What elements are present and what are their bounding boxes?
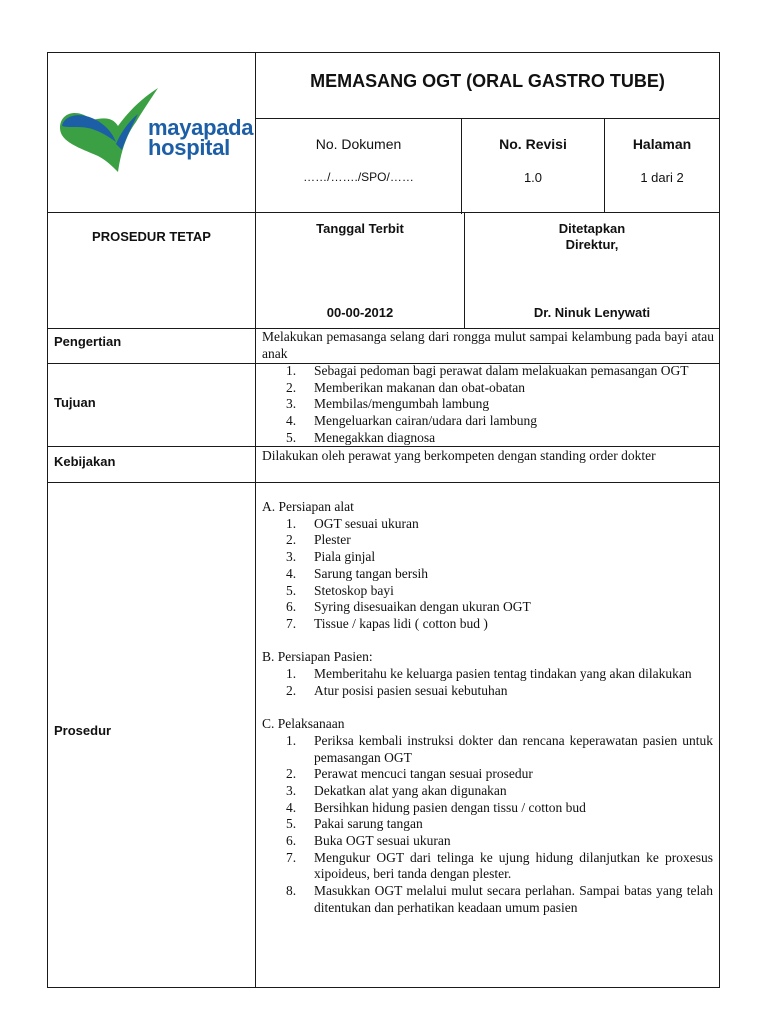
title-bottom-line <box>255 118 720 119</box>
halaman-label: Halaman <box>632 136 692 152</box>
list-item: 5. Pakai sarung tangan <box>286 816 423 832</box>
border-left <box>47 52 48 988</box>
no-revisi-value: 1.0 <box>523 170 543 185</box>
section-a-heading: A. Persiapan alat <box>262 499 354 514</box>
tanggal-terbit-value: 00-00-2012 <box>326 305 394 320</box>
section-c-heading: C. Pelaksanaan <box>262 716 345 732</box>
list-item: 3. Dekatkan alat yang akan digunakan <box>286 782 507 798</box>
no-dokumen-value: ……/……./SPO/…… <box>303 170 414 184</box>
list-item: 4. Bersihkan hidung pasien dengan tissu / cotton bud <box>286 799 586 815</box>
list-item: 5. Stetoskop bayi <box>286 582 394 598</box>
tanggal-terbit-label: Tanggal Terbit <box>316 221 404 236</box>
section-a-list <box>262 516 713 633</box>
list-item: 2. Plester <box>286 532 351 548</box>
list-item: 8. Masukkan OGT melalui mulut secara perlahan. Sampai batas yang telah ditentukan dan perhatikan keadaan umum pasien <box>286 883 713 915</box>
section-b-list <box>262 666 713 699</box>
list-item: 7. Tissue / kapas lidi ( cotton bud ) <box>286 615 488 631</box>
list-item: 7. Mengukur OGT dari telinga ke ujung hidung dilanjutkan ke proxesus xipoideus, beri tanda dengan plester. <box>286 849 713 882</box>
prosedur-content <box>262 499 713 917</box>
list-item: 1. Sebagai pedoman bagi perawat dalam melakuakan pemasangan OGT <box>286 363 689 378</box>
header-vline-2 <box>604 118 605 212</box>
list-item: 1. Periksa kembali instruksi dokter dan rencana keperawatan pasien untuk pemasangan OGT <box>286 732 713 765</box>
logo-text-line1: mayapada <box>148 115 254 140</box>
pengertian-text: Melakukan pemasanga selang dari rongga mulut sampai kelambung pada bayi atau anak <box>262 329 714 361</box>
list-item: 2. Atur posisi pasien sesuai kebutuhan <box>286 682 508 698</box>
no-dokumen-label: No. Dokumen <box>315 136 402 152</box>
border-bottom <box>47 987 720 988</box>
list-item: 6. Syring disesuaikan dengan ukuran OGT <box>286 599 531 615</box>
no-revisi-label: No. Revisi <box>499 136 567 152</box>
header-vline-1 <box>461 118 462 214</box>
kebijakan-label: Kebijakan <box>54 454 116 469</box>
halaman-value: 1 dari 2 <box>640 170 684 185</box>
ditetapkan-line1: Ditetapkan <box>558 221 626 236</box>
prosedur-tetap-label: PROSEDUR TETAP <box>92 229 211 244</box>
list-item: 4. Sarung tangan bersih <box>286 565 428 581</box>
border-right <box>719 52 720 988</box>
list-item: 2. Perawat mencuci tangan sesuai prosedur <box>286 766 533 782</box>
tujuan-label: Tujuan <box>54 395 96 410</box>
section-b-heading: B. Persiapan Pasien: <box>262 649 373 665</box>
list-item: 6. Buka OGT sesuai ukuran <box>286 833 451 849</box>
list-item: 3. Membilas/mengumbah lambung <box>286 396 490 412</box>
header-bottom-line <box>47 212 720 213</box>
hospital-logo <box>58 86 254 176</box>
logo-text-line2: hospital <box>148 135 230 160</box>
signatory-name: Dr. Ninuk Lenywati <box>533 305 651 320</box>
kebijakan-text: Dilakukan oleh perawat yang berkompeten dengan standing order dokter <box>262 448 656 463</box>
column-divider <box>255 52 256 988</box>
list-item: 2. Memberikan makanan dan obat-obatan <box>286 379 526 395</box>
border-top <box>47 52 720 53</box>
list-item: 1. Memberitahu ke keluarga pasien tentag tindakan yang akan dilakukan <box>286 666 692 682</box>
list-item: 5. Menegakkan diagnosa <box>286 429 436 445</box>
document-title: MEMASANG OGT (ORAL GASTRO TUBE) <box>310 71 665 91</box>
ditetapkan-line2: Direktur, <box>565 237 619 252</box>
pengertian-label: Pengertian <box>54 334 122 349</box>
list-item: 3. Piala ginjal <box>286 549 376 565</box>
section-c-list <box>262 733 713 917</box>
list-item: 1. OGT sesuai ukuran <box>286 515 419 531</box>
row-line-4 <box>47 482 720 483</box>
prosedur-label: Prosedur <box>54 723 112 738</box>
tujuan-list <box>262 363 717 447</box>
list-item: 4. Mengeluarkan cairan/udara dari lambung <box>286 413 538 429</box>
